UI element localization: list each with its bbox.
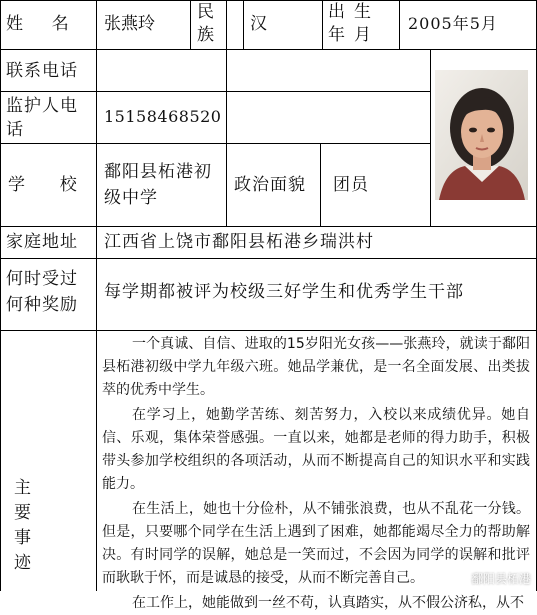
- watermark: 鄱阳县柘港: [470, 572, 531, 586]
- deeds-paragraph: 在生活上，她也十分俭朴，从不铺张浪费，也从不乱花一分钱。但是，只要哪个同学在生活上遇到了困难，她都能竭尽全力的帮助解决。有时同学的误解，她总是一笑而过，不会因为同学的误解和批评而耿耿于怀，而是诚恳的接受，从而不断完善自己。: [102, 501, 530, 586]
- col-line-left: [0, 0, 1, 591]
- deeds-paragraph: 在学习上，她勤学苦练、刻苦努力，入校以来成绩优异。她自信、乐观，集体荣誉感强。一直以来，她都是老师的得力助手，积极带头参加学校组织的各项活动，从而不断提高自己的知识水平和实践能力。: [102, 407, 530, 492]
- deeds-label-text: 主要事迹: [10, 478, 30, 578]
- address-value: 江西省上饶市鄱阳县柘港乡瑞洪村: [104, 232, 374, 252]
- awards-label: 何时受过何种奖励: [6, 269, 78, 315]
- row-line-4: [0, 226, 537, 227]
- birth-label: 出生年月: [328, 2, 380, 45]
- col-line-2: [190, 0, 191, 49]
- deeds-text: [102, 333, 530, 611]
- guardian-value: 15158468520: [104, 107, 222, 126]
- birth-value: 2005年5月: [408, 14, 498, 33]
- col-line-6: [322, 0, 323, 49]
- col-line-7: [399, 0, 400, 49]
- ethnicity-label: 民族: [197, 2, 215, 45]
- col-line-4: [243, 0, 244, 49]
- name-label: 姓 名: [6, 14, 75, 34]
- row-line-5: [0, 258, 537, 259]
- row-line-1: [0, 49, 537, 50]
- phone-label: 联系电话: [6, 61, 78, 81]
- col-line-8: [430, 49, 431, 226]
- row-line-3: [0, 143, 430, 144]
- col-line-1: [96, 0, 97, 591]
- deeds-paragraph: 一个真诚、自信、进取的15岁阳光女孩——张燕玲，就读于鄱阳县柘港初级中学九年级六班。她品学兼优，是一名全面发展、出类拔萃的优秀中学生。: [102, 336, 530, 398]
- ethnicity-value: 汉: [250, 14, 268, 34]
- deeds-paragraph: 在工作上，她能做到一丝不苟，认真踏实，从不假公济私，从不: [132, 595, 524, 611]
- school-label: 学 校: [8, 175, 85, 195]
- row-line-6: [0, 330, 537, 331]
- political-value: 团员: [333, 175, 369, 195]
- political-label: 政治面貌: [234, 175, 306, 195]
- awards-value: 每学期都被评为校级三好学生和优秀学生干部: [104, 282, 464, 302]
- deeds-label: [8, 478, 38, 582]
- row-line-2: [0, 91, 430, 92]
- address-label: 家庭地址: [6, 232, 78, 252]
- name-value: 张燕玲: [104, 14, 155, 34]
- school-value: 鄱阳县柘港初级中学: [104, 162, 212, 208]
- portrait-image: [435, 70, 528, 200]
- student-photo: [435, 70, 528, 200]
- guardian-label: 监护人电话: [6, 96, 78, 140]
- col-line-5: [320, 143, 321, 226]
- table-border-top: [0, 0, 537, 1]
